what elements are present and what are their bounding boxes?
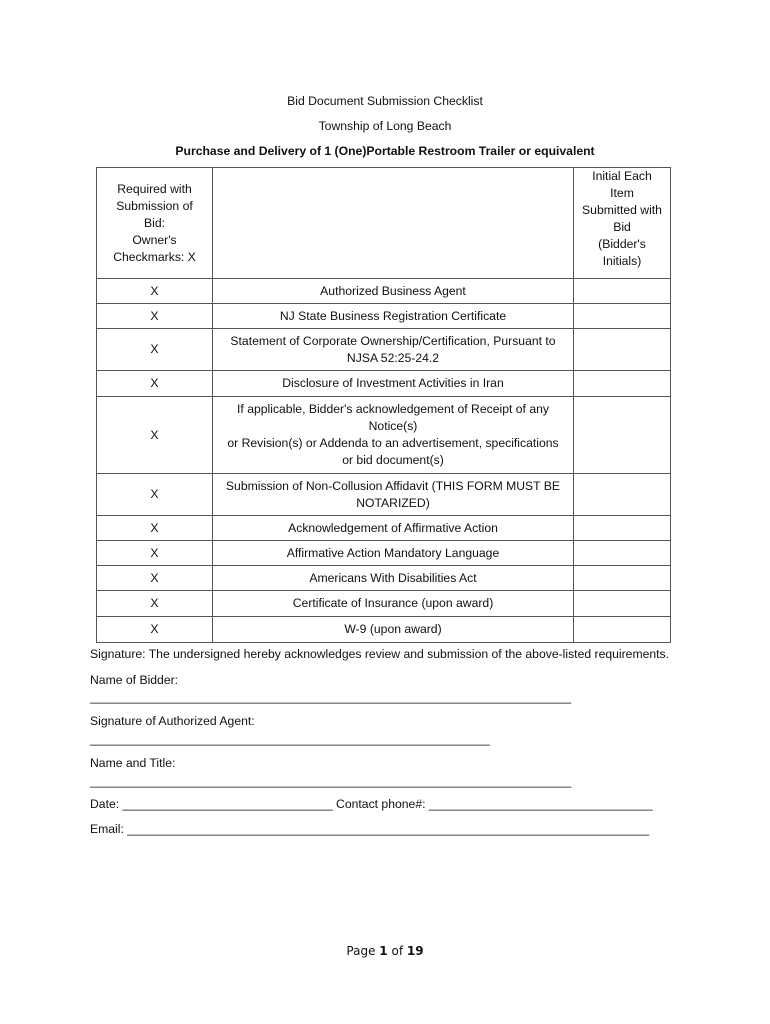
bidder-initials-cell[interactable]	[574, 304, 671, 329]
bidder-initials-cell[interactable]	[574, 617, 671, 643]
name-of-bidder-label: Name of Bidder:	[90, 673, 179, 687]
table-row	[97, 566, 671, 591]
checklist-item-line: or bid document(s)	[342, 453, 444, 467]
checklist-item	[213, 329, 574, 371]
owner-checkmark: X	[97, 329, 213, 371]
bidder-initials-cell[interactable]	[574, 397, 671, 474]
township-name: Township of Long Beach	[318, 119, 452, 133]
checklist-item-line: Certificate of Insurance (upon award)	[292, 596, 494, 610]
table-row	[97, 474, 671, 516]
initials-header-line: Submitted with	[582, 203, 662, 217]
checklist-item	[213, 397, 574, 474]
checklist-item	[213, 279, 574, 304]
bidder-initials-cell[interactable]	[574, 591, 671, 617]
signature-agent-label: Signature of Authorized Agent:	[90, 714, 255, 728]
checklist-table	[96, 167, 671, 643]
required-header-line: Checkmarks: X	[113, 249, 196, 264]
checklist-item	[213, 516, 574, 541]
checklist-item-line: Disclosure of Investment Activities in Iran	[282, 376, 504, 390]
date-contact-line	[90, 797, 653, 811]
checklist-item-line: Statement of Corporate Ownership/Certification, Pursuant to	[230, 333, 556, 348]
signature-statement: Signature: The undersigned hereby acknowledges review and submission of the above-listed requirements.	[90, 647, 670, 661]
checklist-item-line: Americans With Disabilities Act	[309, 570, 477, 585]
bidder-initials-cell[interactable]	[574, 474, 671, 516]
owner-checkmark: X	[97, 279, 213, 304]
table-row	[97, 329, 671, 371]
checklist-item-line: W-9 (upon award)	[344, 622, 442, 636]
checklist-item-line: Acknowledgement of Affirmative Action	[288, 520, 498, 535]
checklist-item	[213, 304, 574, 329]
checklist-item-line: NOTARIZED)	[356, 495, 430, 510]
checklist-item	[213, 541, 574, 566]
table-row	[97, 591, 671, 617]
page-word: Page	[346, 944, 376, 958]
date-field[interactable]: _______________________________	[122, 797, 333, 811]
table-row	[97, 304, 671, 329]
table-row	[97, 397, 671, 474]
owner-checkmark: X	[97, 304, 213, 329]
signature-agent-field[interactable]: ___________________________________________________________	[90, 732, 490, 746]
owner-checkmark: X	[97, 591, 213, 617]
checklist-item-line: NJSA 52:25-24.2	[346, 350, 440, 365]
owner-checkmark: X	[97, 474, 213, 516]
required-header-line: Submission of	[116, 198, 193, 213]
bidder-initials-cell[interactable]	[574, 541, 671, 566]
table-row	[97, 371, 671, 397]
bidder-initials-cell[interactable]	[574, 371, 671, 397]
checklist-item	[213, 371, 574, 397]
initials-header-line: Initials)	[602, 254, 642, 268]
date-label: Date:	[90, 797, 120, 811]
checklist-item	[213, 617, 574, 643]
initials-header-line: Bid	[613, 220, 631, 234]
table-row	[97, 541, 671, 566]
owner-checkmark: X	[97, 397, 213, 474]
bidder-initials-cell[interactable]	[574, 279, 671, 304]
checklist-item	[213, 474, 574, 516]
table-row	[97, 516, 671, 541]
contact-phone-label: Contact phone#:	[336, 797, 426, 811]
bidder-initials-cell[interactable]	[574, 516, 671, 541]
name-title-label: Name and Title:	[90, 756, 176, 770]
of-word: of	[391, 944, 404, 958]
initials-header-line: Item	[610, 186, 634, 200]
checklist-item-line: If applicable, Bidder's acknowledgement of Receipt of any	[237, 402, 549, 416]
required-header-line: Owner's	[132, 232, 177, 247]
name-of-bidder-field[interactable]: _______________________________________________________________________	[90, 690, 572, 704]
email-line	[90, 822, 649, 836]
email-field[interactable]: _____________________________________________________________________________	[127, 822, 650, 836]
bidder-initials-cell[interactable]	[574, 329, 671, 371]
name-title-field[interactable]: _______________________________________________________________________	[90, 774, 572, 788]
checklist-item-line: Affirmative Action Mandatory Language	[286, 545, 500, 560]
table-row	[97, 279, 671, 304]
owner-checkmark: X	[97, 617, 213, 643]
page-number: 1	[379, 944, 388, 958]
checklist-item-line: or Revision(s) or Addenda to an advertisement, specifications	[227, 436, 559, 450]
required-header-line: Required with	[117, 181, 192, 196]
item-column-header	[213, 168, 574, 279]
checklist-item-line: Submission of Non-Collusion Affidavit (THIS FORM MUST BE	[225, 478, 561, 493]
bidder-initials-cell[interactable]	[574, 566, 671, 591]
required-header-line: Bid:	[143, 215, 165, 230]
checklist-item-line: NJ State Business Registration Certificate	[279, 308, 507, 323]
table-header-row	[97, 168, 671, 279]
project-title: Purchase and Delivery of 1 (One)Portable Restroom Trailer or equivalent	[175, 144, 595, 158]
page-footer	[0, 944, 770, 958]
initials-column-header	[574, 168, 671, 279]
owner-checkmark: X	[97, 371, 213, 397]
page-total: 19	[406, 944, 424, 958]
checklist-item	[213, 566, 574, 591]
owner-checkmark: X	[97, 566, 213, 591]
email-label: Email:	[90, 822, 124, 836]
initials-header-line: (Bidder's	[598, 237, 646, 251]
initials-header-line: Initial Each	[592, 169, 652, 183]
checklist-item-line: Notice(s)	[368, 419, 418, 433]
checklist-item-line: Authorized Business Agent	[320, 283, 466, 298]
table-row	[97, 617, 671, 643]
contact-phone-field[interactable]: _________________________________	[428, 797, 653, 811]
document-title: Bid Document Submission Checklist	[287, 94, 483, 108]
owner-checkmark: X	[97, 541, 213, 566]
owner-checkmark: X	[97, 516, 213, 541]
required-column-header	[97, 168, 213, 279]
checklist-item	[213, 591, 574, 617]
